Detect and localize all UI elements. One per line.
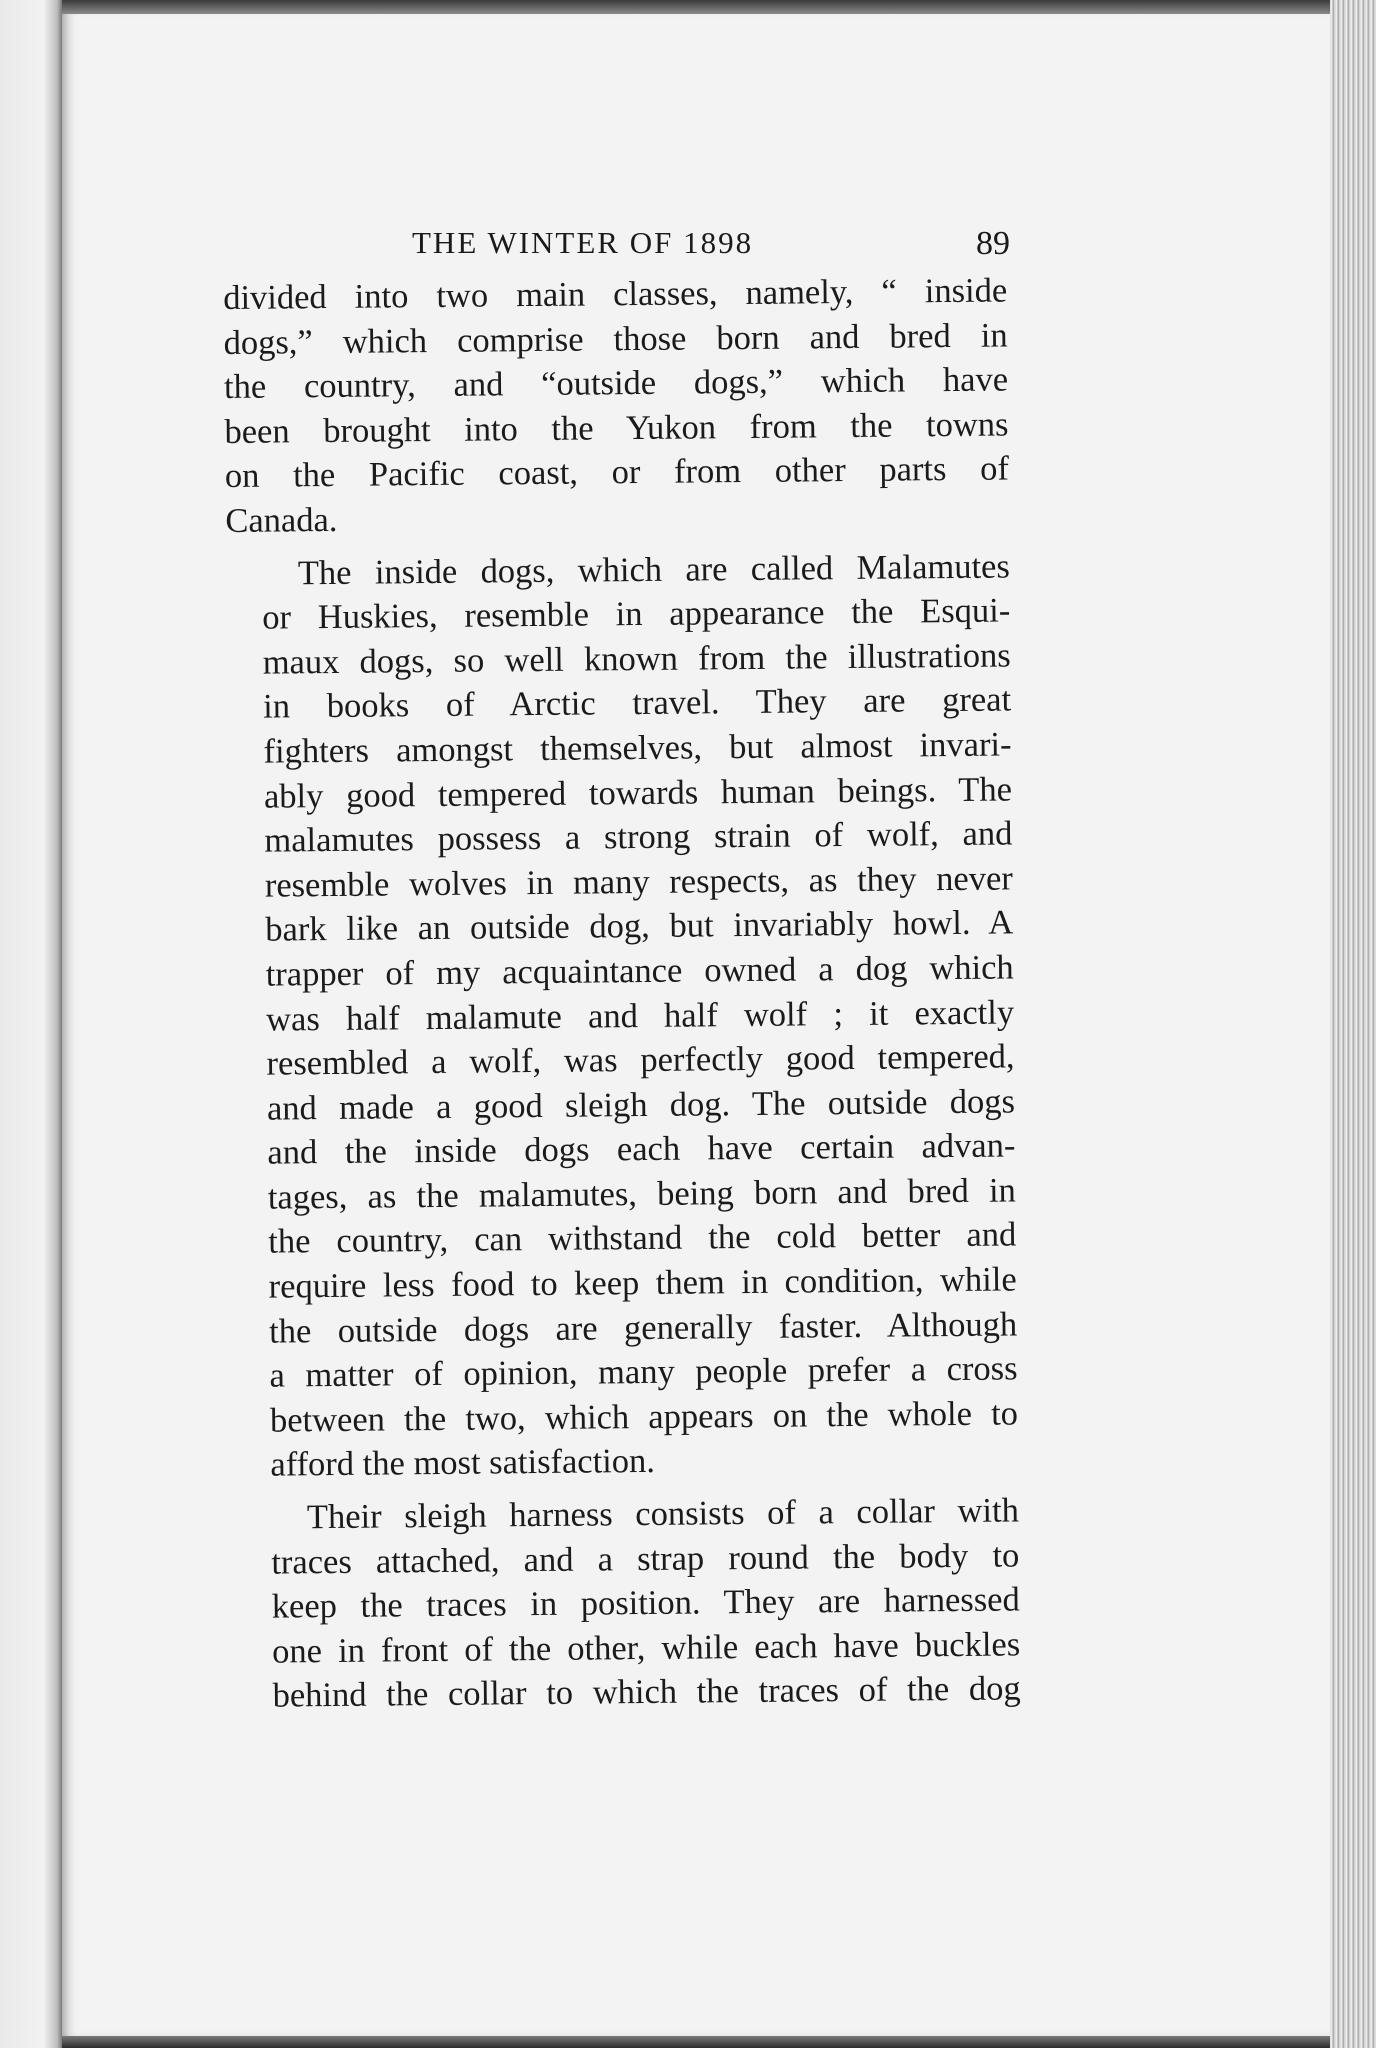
text-line: afford the most satisfaction. [270, 1442, 656, 1485]
text-line: ably good tempered towards human beings. The [263, 769, 1013, 816]
text-line: fighters amongst themselves, but almost invari- [263, 725, 1012, 771]
body-text [223, 268, 1021, 1718]
text-line: the country, can withstand the cold better and [268, 1215, 1017, 1262]
text-line: malamutes possess a strong strain of wolf, and [264, 814, 1013, 860]
text-line: require less food to keep them in condition, while [268, 1260, 1017, 1306]
text-line: Canada. [225, 500, 338, 540]
text-line: in books of Arctic travel. They are great [262, 680, 1012, 726]
page-stack-edges [1330, 0, 1376, 2048]
text-line: resembled a wolf, was perfectly good tempered, [266, 1037, 1015, 1083]
text-line: been brought into the Yukon from the towns [224, 405, 1009, 451]
text-line: and made a good sleigh dog. The outside dogs [266, 1082, 1016, 1128]
text-line: resemble wolves in many respects, as they never [264, 859, 1013, 905]
text-line: the outside dogs are generally faster. Although [268, 1305, 1018, 1351]
running-title: THE WINTER OF 1898 [412, 225, 754, 260]
text-line: the country, and “outside dogs,” which have [223, 360, 1009, 407]
page-header [350, 225, 1010, 275]
paragraph [235, 1488, 1021, 1718]
text-line: and the inside dogs each have certain advan- [267, 1126, 1016, 1172]
facing-page-edge [0, 0, 62, 2048]
text-line: The inside dogs, which are called Malamutes [297, 547, 1011, 592]
text-line: or Huskies, resemble in appearance the Esqui- [262, 591, 1011, 637]
text-line: on the Pacific coast, or from other parts of [224, 449, 1010, 496]
text-line: a matter of opinion, many people prefer a cross [269, 1349, 1018, 1395]
text-line: one in front of the other, while each have buckles [272, 1625, 1021, 1671]
paragraph [226, 544, 1019, 1488]
scan-top-border [62, 0, 1376, 14]
text-line: traces attached, and a strap round the body to [271, 1536, 1020, 1582]
text-line: between the two, which appears on the whole to [269, 1394, 1019, 1440]
scan-bottom-border [62, 2036, 1376, 2048]
text-line: divided into two main classes, namely, “ inside [223, 271, 1008, 317]
text-line: Their sleigh harness consists of a collar with [306, 1491, 1020, 1537]
text-line: tages, as the malamutes, being born and bred in [267, 1171, 1016, 1217]
text-line: dogs,” which comprise those born and bred in [223, 316, 1008, 362]
paragraph [223, 268, 1010, 543]
text-line: was half malamute and half wolf ; it exactly [265, 992, 1015, 1039]
text-line: trapper of my acquaintance owned a dog which [265, 948, 1014, 994]
page-number: 89 [976, 225, 1010, 262]
text-line: bark like an outside dog, but invariably howl. A [265, 903, 1014, 949]
text-line: maux dogs, so well known from the illustrations [262, 636, 1011, 682]
text-line: behind the collar to which the traces of the dog [272, 1669, 1021, 1715]
text-line: keep the traces in position. They are harnessed [271, 1580, 1020, 1626]
